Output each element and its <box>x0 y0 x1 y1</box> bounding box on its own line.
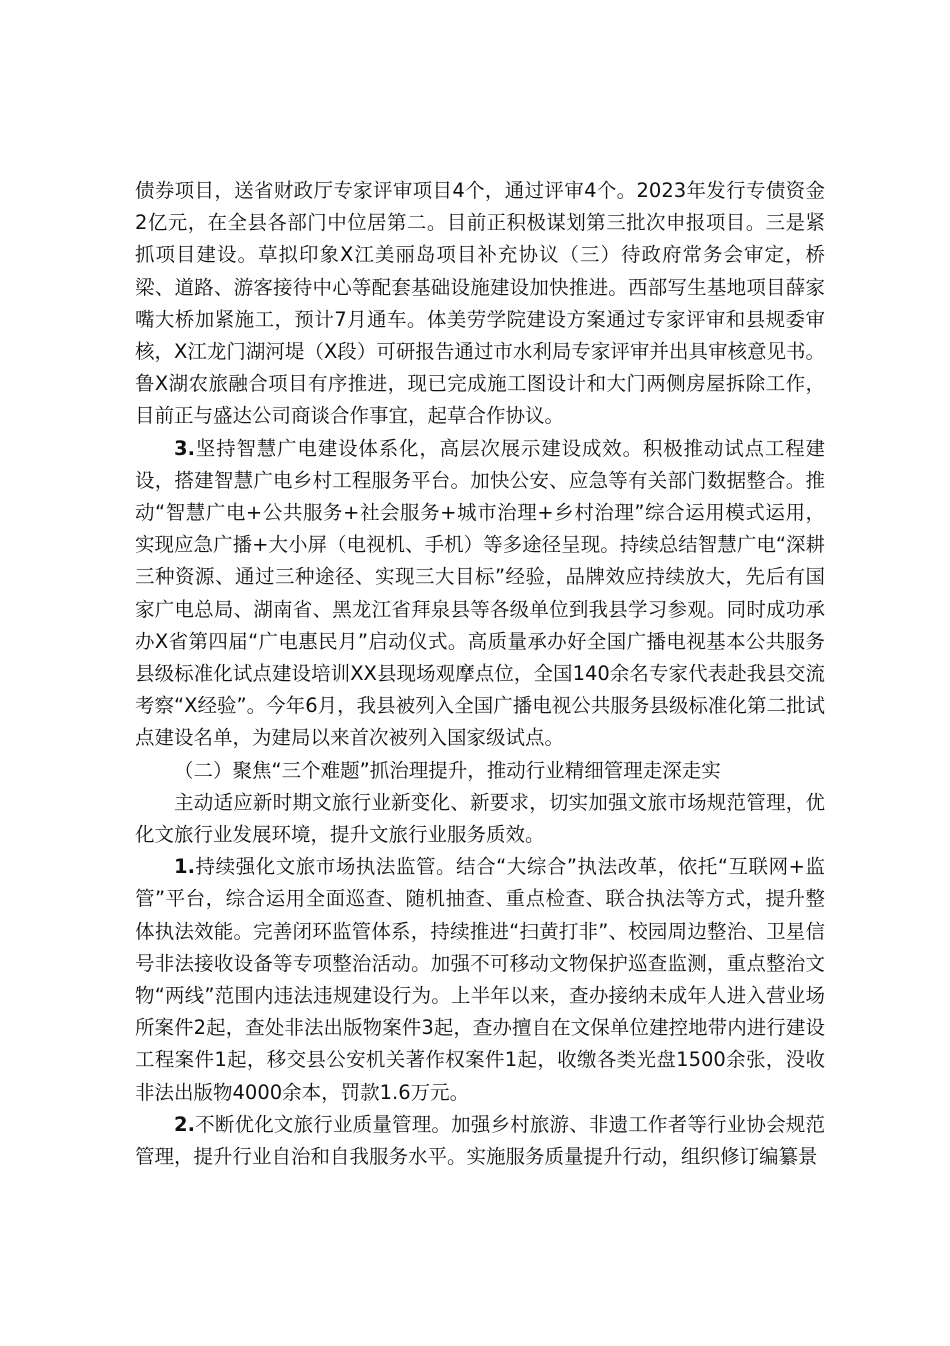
paragraph-6-text: 不断优化文旅行业质量管理。加强乡村旅游、非遗工作者等行业协会规范管理，提升行业自治和自我服务水平。实施服务质量提升行动，组织修订编纂景 <box>135 1112 825 1169</box>
paragraph-4: 主动适应新时期文旅行业新变化、新要求，切实加强文旅市场规范管理，优化文旅行业发展环境，提升文旅行业服务质效。 <box>135 790 825 847</box>
section-heading: （二）聚焦“三个难题”抓治理提升，推动行业精细管理走深走实 <box>174 758 721 782</box>
paragraph-6-number: 2. <box>174 1112 195 1136</box>
paragraph-5-text: 持续强化文旅市场执法监管。结合“大综合”执法改革，依托“互联网+监管”平台，综合运用全面巡查、随机抽查、重点检查、联合执法等方式，提升整体执法效能。完善闭环监管体系，持续推进“扫黄打非”、校园周边整治、卫星信号非法接收设备等专项整治活动。加强不可移动文物保护巡查监测，重点整治文物“两线”范围内违法违规建设行为。上半年以来，查办接纳未成年人进入营业场所案件2起，查处非法出版物案件3起，查办擅自在文保单位建控地带内进行建设工程案件1起，移交县公安机关著作权案件1起，收缴各类光盘1500余张，没收非法出版物4000余本，罚款1.6万元。 <box>135 855 825 1104</box>
paragraph-2-number: 3. <box>174 436 195 460</box>
paragraph-2-text: 坚持智慧广电建设体系化，高层次展示建设成效。积极推动试点工程建设，搭建智慧广电乡村工程服务平台。加快公安、应急等有关部门数据整合。推动“智慧广电+公共服务+社会服务+城市治理+乡村治理”综合运用模式运用，实现应急广播+大小屏（电视机、手机）等多途径呈现。持续总结智慧广电“深耕三种资源、通过三种途径、实现三大目标”经验，品牌效应持续放大，先后有国家广电总局、湖南省、黑龙江省拜泉县等各级单位到我县学习参观。同时成功承办X省第四届“广电惠民月”启动仪式。高质量承办好全国广播电视基本公共服务县级标准化试点建设培训XX县现场观摩点位，全国140余名专家代表赴我县交流考察“X经验”。今年6月，我县被列入全国广播电视公共服务县级标准化第二批试点建设名单，为建局以来首次被列入国家级试点。 <box>135 436 825 750</box>
paragraph-6 <box>135 1109 825 1173</box>
paragraph-1: 债券项目，送省财政厅专家评审项目4个，通过评审4个。2023年发行专债资金2亿元，在全县各部门中位居第二。目前正积极谋划第三批次申报项目。三是紧抓项目建设。草拟印象X江美丽岛项目补充协议（三）待政府常务会审定，桥梁、道路、游客接待中心等配套基础设施建设加快推进。西部写生基地项目薛家嘴大桥加紧施工，预计7月通车。体美劳学院建设方案通过专家评审和县规委审核，X江龙门湖河堤（X段）可研报告通过市水利局专家评审并出具审核意见书。鲁X湖农旅融合项目有序推进，现已完成施工图设计和大门两侧房屋拆除工作，目前正与盛达公司商谈合作事宜，起草合作协议。 <box>135 179 825 428</box>
paragraph-2 <box>135 433 825 755</box>
document-body <box>135 175 825 1173</box>
paragraph-5-number: 1. <box>174 855 195 879</box>
paragraph-5 <box>135 851 825 1109</box>
